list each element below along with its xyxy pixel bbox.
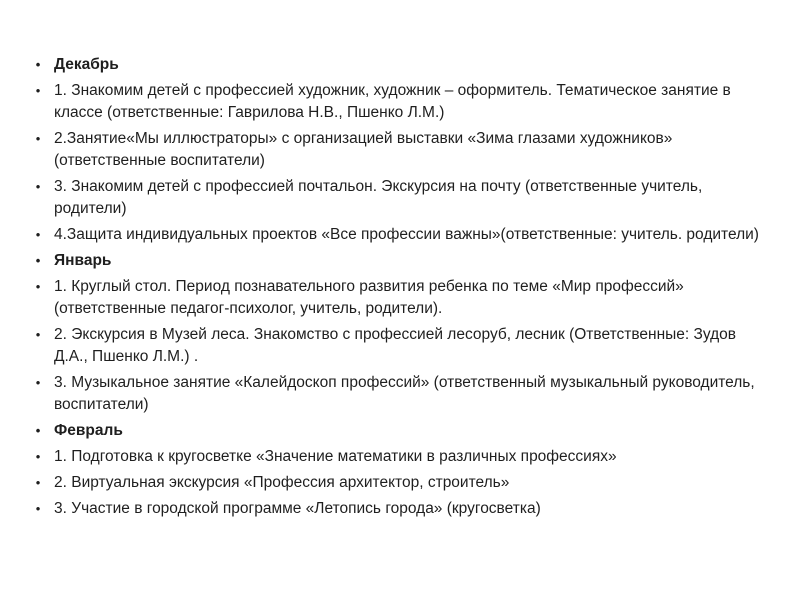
bullet-icon: •: [35, 423, 41, 438]
bullet-icon: •: [35, 253, 41, 268]
bullet-list: [32, 54, 772, 524]
bullet-text: 2. Экскурсия в Музей леса. Знакомство с профессией лесоруб, лесник (Ответственные: Зудов Д.А., Пшенко Л.М.) .: [54, 326, 737, 365]
bullet-text: 3. Знакомим детей с профессией почтальон. Экскурсия на почту (ответственные учитель, родители): [54, 178, 703, 217]
bullet-icon: •: [35, 227, 41, 242]
bullet-icon: •: [35, 83, 41, 98]
list-item: [32, 324, 772, 368]
list-item: [32, 372, 772, 416]
bullet-text: Январь: [54, 252, 112, 269]
bullet-text: Февраль: [54, 422, 123, 439]
bullet-text: 2. Виртуальная экскурсия «Профессия архитектор, строитель»: [54, 474, 510, 491]
list-item: [32, 128, 772, 172]
bullet-text: 1. Круглый стол. Период познавательного развития ребенка по теме «Мир профессий» (ответственные педагог-психолог, учитель, родители).: [54, 278, 684, 317]
bullet-icon: •: [35, 279, 41, 294]
bullet-icon: •: [35, 57, 41, 72]
section-heading-january: [32, 250, 772, 272]
list-item: [32, 80, 772, 124]
bullet-text: 3. Участие в городской программе «Летопись города» (кругосветка): [54, 500, 541, 517]
bullet-icon: •: [35, 375, 41, 390]
bullet-text: 1. Знакомим детей с профессией художник, художник – оформитель. Тематическое занятие в классе (ответственные: Гаврилова Н.В., Пшенко Л.М.): [54, 82, 731, 121]
bullet-icon: •: [35, 449, 41, 464]
section-heading-december: [32, 54, 772, 76]
bullet-icon: •: [35, 501, 41, 516]
bullet-text: 2.Занятие«Мы иллюстраторы» с организацией выставки «Зима глазами художников» (ответственные воспитатели): [54, 130, 673, 169]
bullet-text: 3. Музыкальное занятие «Калейдоскоп профессий» (ответственный музыкальный руководитель, воспитатели): [54, 374, 755, 413]
list-item: [32, 498, 772, 520]
bullet-icon: •: [35, 131, 41, 146]
list-item: [32, 176, 772, 220]
list-item: [32, 224, 772, 246]
list-item: [32, 276, 772, 320]
bullet-text: 4.Защита индивидуальных проектов «Все профессии важны»(ответственные: учитель. родители): [54, 226, 759, 243]
section-heading-february: [32, 420, 772, 442]
bullet-icon: •: [35, 327, 41, 342]
bullet-text: 1. Подготовка к кругосветке «Значение математики в различных профессиях»: [54, 448, 617, 465]
bullet-icon: •: [35, 475, 41, 490]
list-item: [32, 446, 772, 468]
list-item: [32, 472, 772, 494]
bullet-text: Декабрь: [54, 56, 119, 73]
bullet-icon: •: [35, 179, 41, 194]
